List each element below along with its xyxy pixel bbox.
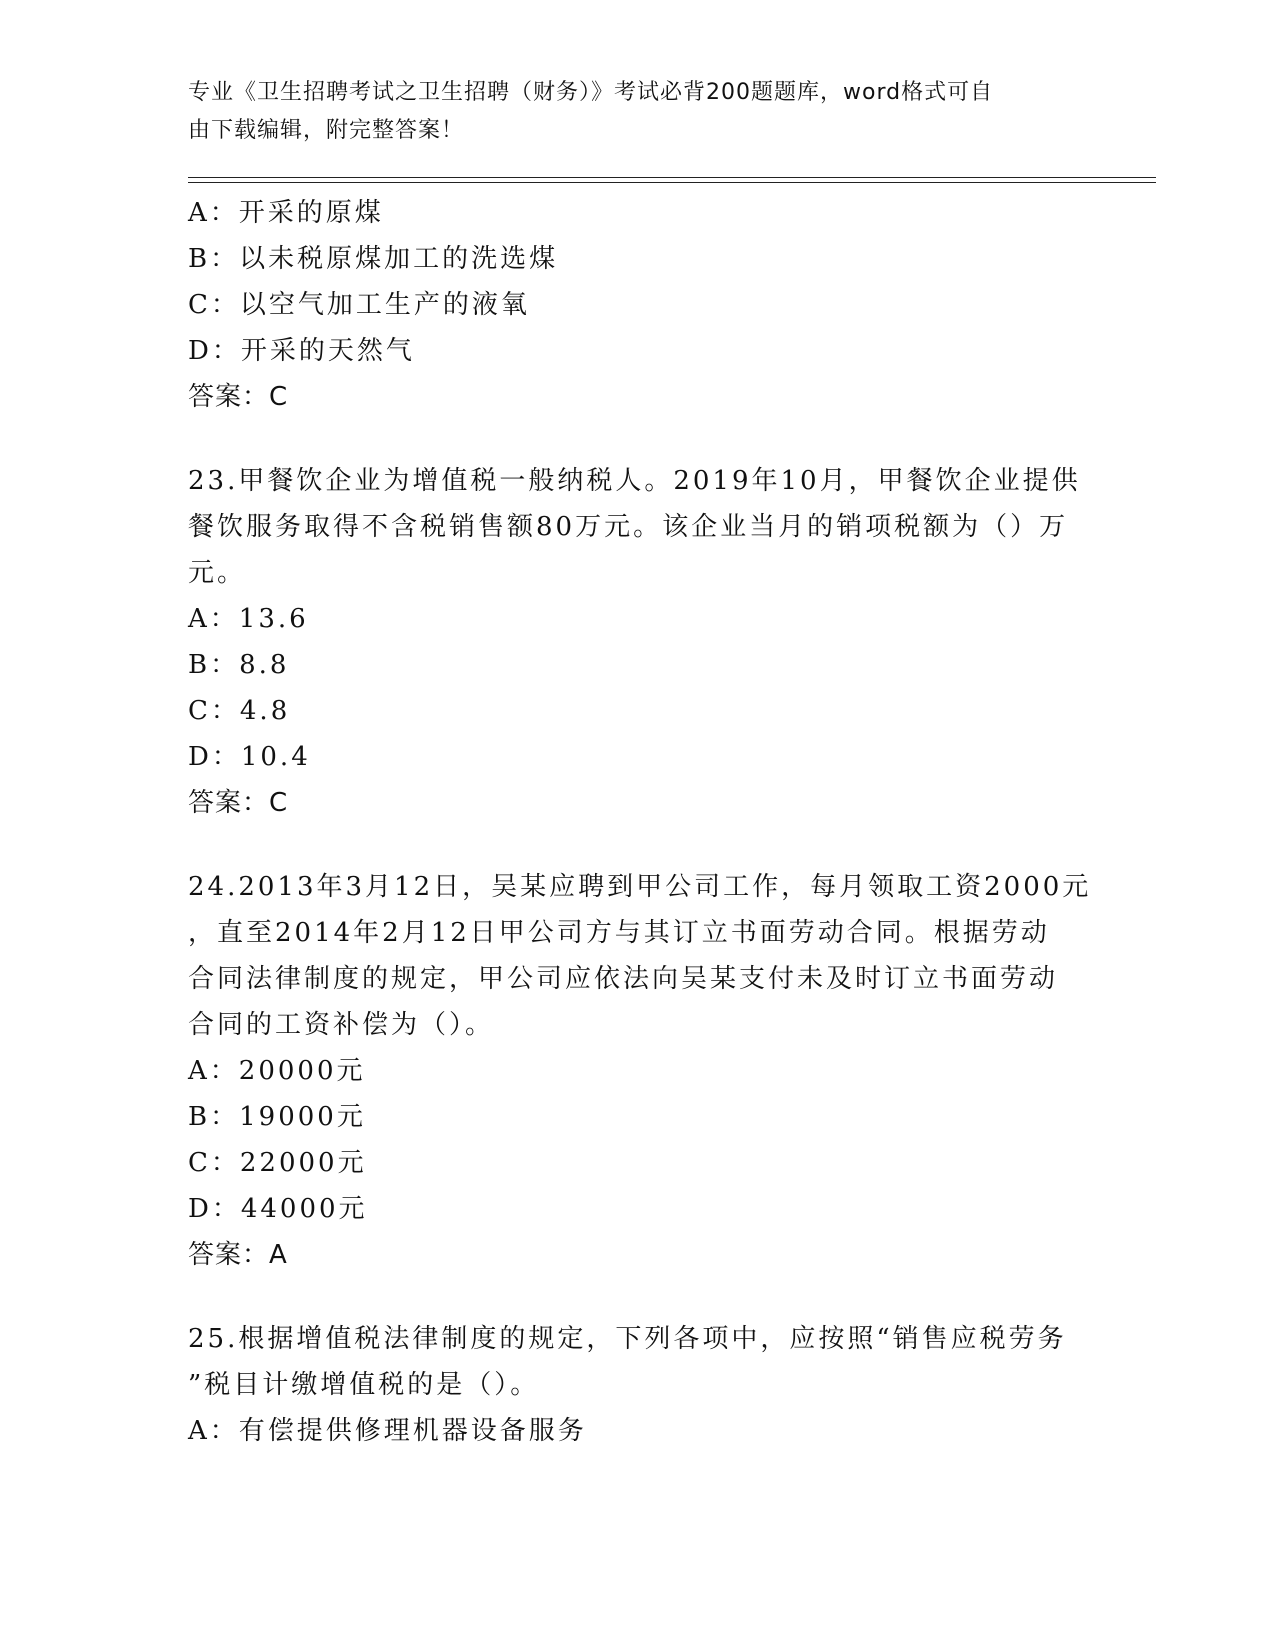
option-b: B：19000元 <box>188 1102 366 1132</box>
option-c: C：22000元 <box>188 1148 367 1178</box>
stem-line: 25.根据增值税法律制度的规定，下列各项中，应按照“销售应税劳务 <box>188 1324 1067 1354</box>
stem-line: 23.甲餐饮企业为增值税一般纳税人。2019年10月，甲餐饮企业提供 <box>188 466 1081 496</box>
document-body <box>188 190 1092 1454</box>
option-b: B：8.8 <box>188 650 290 680</box>
stem-line: 24.2013年3月12日，吴某应聘到甲公司工作，每月领取工资2000元 <box>188 872 1092 902</box>
question-stem <box>188 864 1092 1048</box>
question-stem <box>188 1316 1088 1408</box>
option-c: C：以空气加工生产的液氧 <box>188 290 530 320</box>
option-d: D：44000元 <box>188 1194 368 1224</box>
question-continued <box>188 190 1088 420</box>
option-a: A：开采的原煤 <box>188 198 384 228</box>
option-a: A：13.6 <box>188 604 309 634</box>
answer: 答案：A <box>188 1240 288 1270</box>
stem-line: 元。 <box>188 558 247 588</box>
stem-line: ”税目计缴增值税的是（）。 <box>188 1370 540 1400</box>
option-a: A：20000元 <box>188 1056 366 1086</box>
stem-line: 餐饮服务取得不含税销售额80万元。该企业当月的销项税额为（）万 <box>188 512 1069 542</box>
option-c: C：4.8 <box>188 696 291 726</box>
option-d: D：10.4 <box>188 742 311 772</box>
option-b: B：以未税原煤加工的洗选煤 <box>188 244 559 274</box>
option-d: D：开采的天然气 <box>188 336 415 366</box>
header-divider <box>188 177 1156 183</box>
answer: 答案：C <box>188 788 289 818</box>
stem-line: 合同法律制度的规定，甲公司应依法向吴某支付未及时订立书面劳动 <box>188 964 1059 994</box>
header-line: 专业《卫生招聘考试之卫生招聘（财务）》考试必背200题题库，word格式可自 <box>188 80 994 105</box>
stem-line: ，直至2014年2月12日甲公司方与其订立书面劳动合同。根据劳动 <box>188 918 1050 948</box>
option-a: A：有偿提供修理机器设备服务 <box>188 1416 587 1446</box>
document-header <box>188 74 1068 150</box>
question-stem <box>188 458 1088 596</box>
header-line: 由下载编辑，附完整答案！ <box>188 118 465 143</box>
answer: 答案：C <box>188 382 289 412</box>
question-24 <box>188 864 1092 1278</box>
question-25 <box>188 1316 1088 1454</box>
question-23 <box>188 458 1088 826</box>
stem-line: 合同的工资补偿为（）。 <box>188 1010 495 1040</box>
